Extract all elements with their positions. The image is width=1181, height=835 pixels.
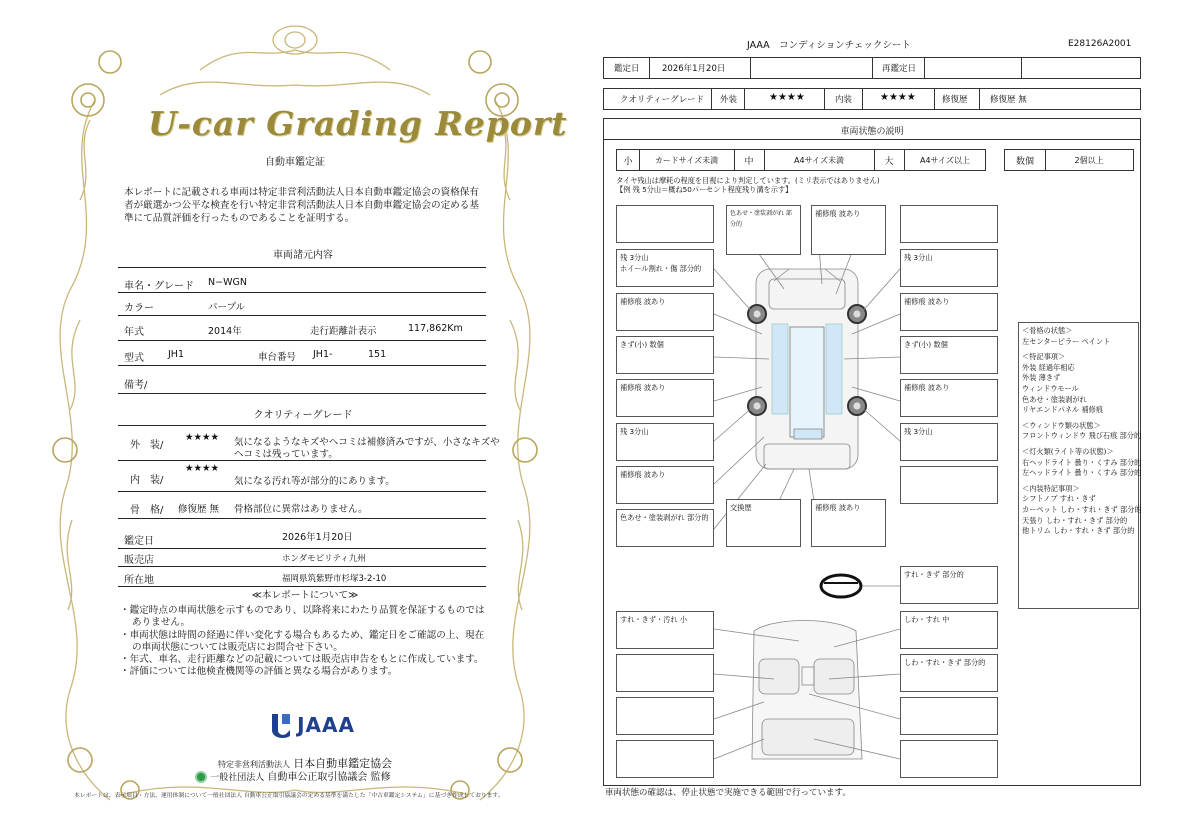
- exterior-label: 外 装/: [130, 440, 164, 451]
- year-value: 2014年: [208, 326, 242, 337]
- color-label: カラー: [124, 303, 154, 314]
- interior-stars: ★★★★: [880, 92, 916, 103]
- remarks-label: 備考/: [124, 380, 148, 391]
- frame-value: 修復歴 無: [178, 504, 220, 515]
- exterior-text-2: ヘコミは残っています。: [234, 449, 338, 460]
- note-line: ＜骨格の状態＞: [1022, 326, 1073, 335]
- grade-row: [603, 88, 1141, 110]
- legend-medium-desc: A4サイズ未満: [794, 155, 844, 165]
- tire-note-1: タイヤ残山は摩耗の程度を目視により判定しています。(ミリ表示ではありません): [616, 176, 880, 185]
- legend-count: 数個: [1015, 156, 1034, 167]
- note-line: フロントウィンドウ 飛び石痕 部分的: [1022, 431, 1142, 441]
- note-item: ・鑑定時点の車両状態を示すものであり、以降将来にわたり品質を保証するものではありません。: [120, 605, 485, 629]
- note-line: 天張り しわ・すれ・きず 部分的: [1022, 515, 1128, 525]
- date-label: 鑑定日: [124, 536, 154, 547]
- script-title: U-car Grading Report: [148, 104, 568, 143]
- note-line: カーペット しわ・すれ・きず 部分的: [1022, 504, 1142, 514]
- note-line: 右ヘッドライト 曇り・くすみ 部分的: [1022, 457, 1142, 467]
- logo-text: JAAA: [297, 713, 355, 737]
- divider: [118, 491, 486, 492]
- tiny-footer: 本レポートは、表示項目・方法、運用体制について一般社団法人 自動車公正取引協議会の定める基準を満たした「中古車鑑定システム」に基づき作成しております。: [74, 793, 504, 799]
- chassis-suffix: 151: [368, 349, 387, 360]
- exterior-stars: ★★★★: [769, 92, 805, 103]
- divider: [118, 518, 486, 519]
- special-notes: [1018, 322, 1142, 609]
- model-value: JH1: [168, 349, 184, 360]
- condition-box: 残 3分山: [616, 423, 714, 461]
- note-line: 外装 経過年相応: [1022, 362, 1075, 372]
- condition-box: きず(小) 数個: [616, 336, 714, 374]
- cell-divider: [872, 58, 873, 78]
- name-label: 車名・グレード: [124, 281, 194, 292]
- divider: [118, 365, 486, 366]
- condition-heading: 車両状態の説明: [840, 127, 904, 137]
- date-value: 2026年1月20日: [282, 532, 353, 543]
- condition-line: 残 3分山: [620, 253, 649, 262]
- legend-large-desc: A4サイズ以上: [920, 155, 970, 165]
- condition-box: しわ・すれ・きず 部分的: [900, 654, 998, 692]
- spec-heading: 車両諸元内容: [273, 250, 333, 261]
- sheet-code: E28126A2001: [1068, 39, 1132, 49]
- condition-box: [900, 697, 998, 735]
- interior-label: 内装: [835, 95, 853, 105]
- condition-box: [900, 740, 998, 778]
- divider: [118, 393, 486, 394]
- divider: [118, 315, 486, 316]
- divider: [118, 586, 486, 587]
- date-value: 2026年1月20日: [662, 64, 726, 74]
- divider: [118, 340, 486, 341]
- condition-box: 残 3分山: [900, 423, 998, 461]
- condition-box: [616, 697, 714, 735]
- interior-label: 内 装/: [130, 475, 164, 486]
- condition-box: 補修痕 波あり: [616, 379, 714, 417]
- frame-label: 骨 格/: [130, 505, 164, 516]
- interior-text: 気になる汚れ等が部分的にあります。: [234, 476, 395, 487]
- note-line: ＜特記事項＞: [1022, 352, 1066, 362]
- cell-divider: [711, 89, 712, 109]
- cell-divider: [924, 58, 925, 78]
- org-2: [195, 768, 391, 783]
- exterior-stars: ★★★★: [185, 432, 220, 443]
- sheet-footer: 車両状態の確認は、停止状態で実施できる範囲で行っています。: [605, 788, 851, 798]
- mileage-value: 117,862Km: [408, 323, 463, 334]
- condition-box: 色あせ・塗装剥がれ 部分的: [726, 205, 801, 255]
- condition-box: 補修痕 波あり: [900, 293, 998, 331]
- cell-divider: [934, 89, 935, 109]
- note-line: 左ヘッドライト 曇り・くすみ 部分的: [1022, 468, 1142, 478]
- year-label: 年式: [124, 327, 144, 338]
- note-line: ＜内装特記事項＞: [1022, 483, 1080, 493]
- legend-large: 大: [884, 156, 894, 167]
- interior-stars: ★★★★: [185, 463, 220, 474]
- condition-check-sheet: [595, 0, 1181, 835]
- shop-label: 販売店: [124, 555, 154, 566]
- cell-divider: [750, 58, 751, 78]
- cell-divider: [824, 89, 825, 109]
- jaaa-emblem-icon: [270, 712, 292, 738]
- grade-heading: クオリティーグレード: [253, 410, 353, 421]
- sheet-title: JAAA コンディションチェックシート: [747, 40, 911, 51]
- condition-box: きず(小) 数個: [900, 336, 998, 374]
- reappraisal-label: 再鑑定日: [882, 64, 917, 74]
- chassis-label: 車台番号: [258, 352, 297, 363]
- name-value: N−WGN: [208, 277, 247, 288]
- condition-box: [616, 654, 714, 692]
- legend-small: 小: [623, 156, 633, 167]
- note-line: ＜ウィンドウ類の状態＞: [1022, 420, 1101, 430]
- date-row: [603, 57, 1141, 79]
- repair-label: 修復歴: [942, 95, 968, 105]
- model-label: 型式: [124, 353, 144, 364]
- note-item: ・車両状態は時間の経過に伴い変化する場合もあるため、鑑定日をご確認の上、現在の車両状態については販売店にお問合せ下さい。: [120, 629, 485, 653]
- note-item: ・年式、車名、走行距離などの記載については販売店申告をもとに作成しています。: [120, 654, 484, 666]
- condition-box: 補修痕 波あり: [811, 499, 886, 547]
- condition-box: 補修痕 波あり: [616, 466, 714, 504]
- legend-small-desc: カードサイズ未満: [654, 155, 719, 165]
- note-line: ＜灯火類(ライト等の状態)＞: [1022, 446, 1114, 456]
- date-label: 鑑定日: [614, 64, 640, 74]
- condition-box: すれ・きず・汚れ 小: [616, 611, 714, 649]
- shop-value: ホンダモビリティ九州: [282, 554, 366, 564]
- divider: [118, 566, 486, 567]
- note-item: ・評価については他検査機関等の評価と異なる場合があります。: [120, 666, 398, 678]
- cell-divider: [1021, 58, 1022, 78]
- condition-box: 色あせ・塗装剥がれ 部分的: [616, 509, 714, 547]
- note-line: シフトノブ すれ・きず: [1022, 494, 1096, 504]
- frame-text: 骨格部位に異常はありません。: [234, 504, 368, 515]
- cell-divider: [744, 89, 745, 109]
- condition-box: 補修痕 波あり: [616, 293, 714, 331]
- condition-box: 補修痕 波あり: [811, 205, 886, 255]
- mileage-label: 走行距離計表示: [310, 326, 377, 337]
- note-line: 色あせ・塗装剥がれ: [1022, 394, 1087, 404]
- location-label: 所在地: [124, 575, 154, 586]
- certificate-paragraph: 本レポートに記載される車両は特定非営利活動法人日本自動車鑑定協会の資格保有者が厳選かつ公平な検査を行い特定非営利活動法人日本自動車鑑定協会の定める基準にて品質評価を行ったものであることを証明する。: [124, 187, 479, 225]
- note-line: ウィンドウモール: [1022, 383, 1079, 393]
- tire-note-2: 【例 残 5分山＝概ね50パーセント程度残り溝を示す】: [616, 185, 793, 194]
- exterior-text-1: 気になるようなキズやヘコミは補修済みですが、小さなキズや: [234, 437, 500, 448]
- divider: [118, 460, 486, 461]
- color-value: パープル: [208, 302, 246, 313]
- chassis-prefix: JH1-: [313, 349, 333, 360]
- location-value: 福岡県筑紫野市杉塚3-2-10: [282, 574, 387, 584]
- cell-divider: [862, 89, 863, 109]
- repair-value: 修復歴 無: [990, 95, 1027, 105]
- condition-box: [616, 740, 714, 778]
- jaaa-logo: [270, 712, 355, 738]
- notes-heading: ≪本レポートについて≫: [251, 590, 359, 601]
- divider: [118, 267, 486, 268]
- condition-box: [616, 249, 714, 287]
- cell-divider: [979, 89, 980, 109]
- condition-box: [900, 205, 998, 243]
- org-2-name: 自動車公正取引協議会 監修: [267, 772, 391, 783]
- condition-box: 補修痕 波あり: [900, 379, 998, 417]
- legend-count-desc: 2個以上: [1074, 155, 1104, 165]
- condition-box: すれ・きず 部分的: [900, 566, 998, 604]
- certificate-title: 自動車鑑定証: [265, 157, 325, 168]
- legend-medium: 中: [744, 156, 754, 167]
- org-2-prefix: 一般社団法人: [210, 773, 265, 783]
- divider: [118, 548, 486, 549]
- note-line: 外装 薄きず: [1022, 373, 1061, 383]
- notes-section: [120, 590, 490, 678]
- grading-report: [0, 0, 590, 835]
- condition-box: [900, 466, 998, 504]
- fair-trade-icon: [195, 771, 207, 783]
- condition-frame: [603, 118, 1141, 786]
- condition-line: ホイール割れ・傷 部分的: [620, 264, 702, 273]
- grade-label: クオリティーグレード: [620, 95, 705, 105]
- divider: [118, 292, 486, 293]
- note-line: リヤエンドパネル 補修痕: [1022, 405, 1104, 415]
- exterior-label: 外装: [720, 95, 738, 105]
- note-line: 左センターピラー ペイント: [1022, 336, 1111, 346]
- condition-box: [616, 205, 714, 243]
- condition-box: しわ・すれ 中: [900, 611, 998, 649]
- divider: [118, 425, 486, 426]
- cell-divider: [649, 58, 650, 78]
- condition-box: 交換歴: [726, 499, 801, 547]
- org-1-prefix: 特定非営利活動法人: [218, 760, 290, 769]
- note-line: 他トリム しわ・すれ・きず 部分的: [1022, 526, 1135, 536]
- condition-box: 残 3分山: [900, 249, 998, 287]
- org-1-name: 日本自動車鑑定協会: [293, 757, 393, 770]
